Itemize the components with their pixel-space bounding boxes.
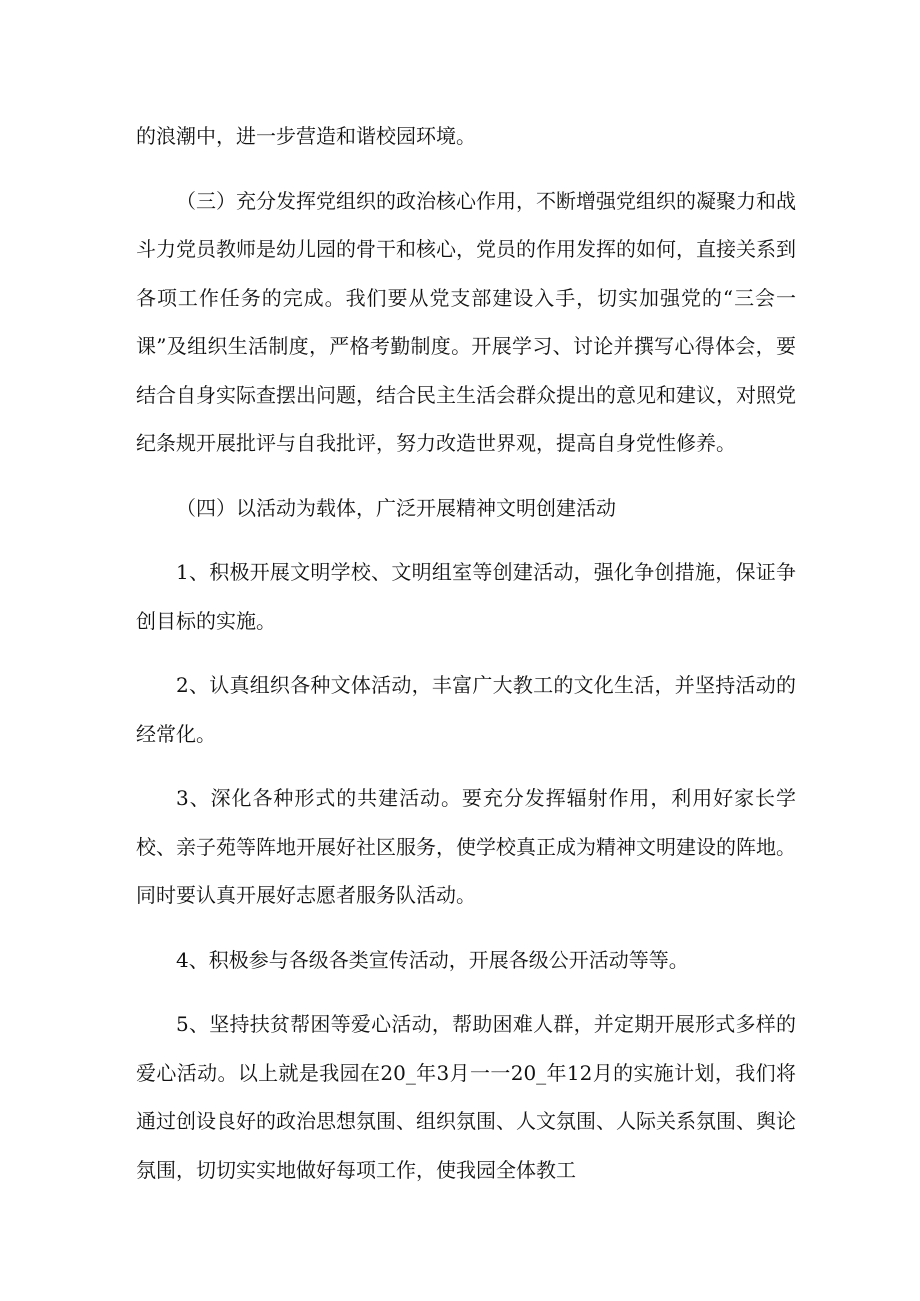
paragraph-section-three: （三）充分发挥党组织的政治核心作用，不断增强党组织的凝聚力和战斗力党员教师是幼儿园的骨干和核心，党员的作用发挥的如何，直接关系到各项工作任务的完成。我们要从党支部建设入手，切实加强党的“三会一课”及组织生活制度，严格考勤制度。开展学习、讨论并撰写心得体会，要结合自身实际查摆出问题，结合民主生活会群众提出的意见和建议，对照党纪条规开展批评与自我批评，努力改造世界观，提高自身党性修养。: [136, 188, 796, 455]
paragraph-item-4: 4、积极参与各级各类宣传活动，开展各级公开活动等等。: [176, 947, 689, 972]
paragraph-item-2: 2、认真组织各种文体活动，丰富广大教工的文化生活，并坚持活动的经常化。: [136, 673, 796, 746]
paragraph-section-four-heading: （四）以活动为载体，广泛开展精神文明创建活动: [176, 495, 616, 520]
paragraph-item-1: 1、积极开展文明学校、文明组室等创建活动，强化争创措施，保证争创目标的实施。: [136, 560, 796, 633]
paragraph-item-5: 5、坚持扶贫帮困等爱心活动，帮助困难人群，并定期开展形式多样的爱心活动。以上就是我园在20_年3月一一20_年12月的实施计划，我们将通过创设良好的政治思想氛围、组织氛围、人文氛围、人际关系氛围、舆论氛围，切切实实地做好每项工作，使我园全体教工: [136, 1012, 796, 1182]
paragraph-item-3: 3、深化各种形式的共建活动。要充分发挥辐射作用，利用好家长学校、亲子苑等阵地开展好社区服务，使学校真正成为精神文明建设的阵地。同时要认真开展好志愿者服务队活动。: [136, 786, 796, 907]
paragraph-continuation: 的浪潮中，进一步营造和谐校园环境。: [136, 124, 476, 148]
document-body: [136, 112, 796, 1194]
